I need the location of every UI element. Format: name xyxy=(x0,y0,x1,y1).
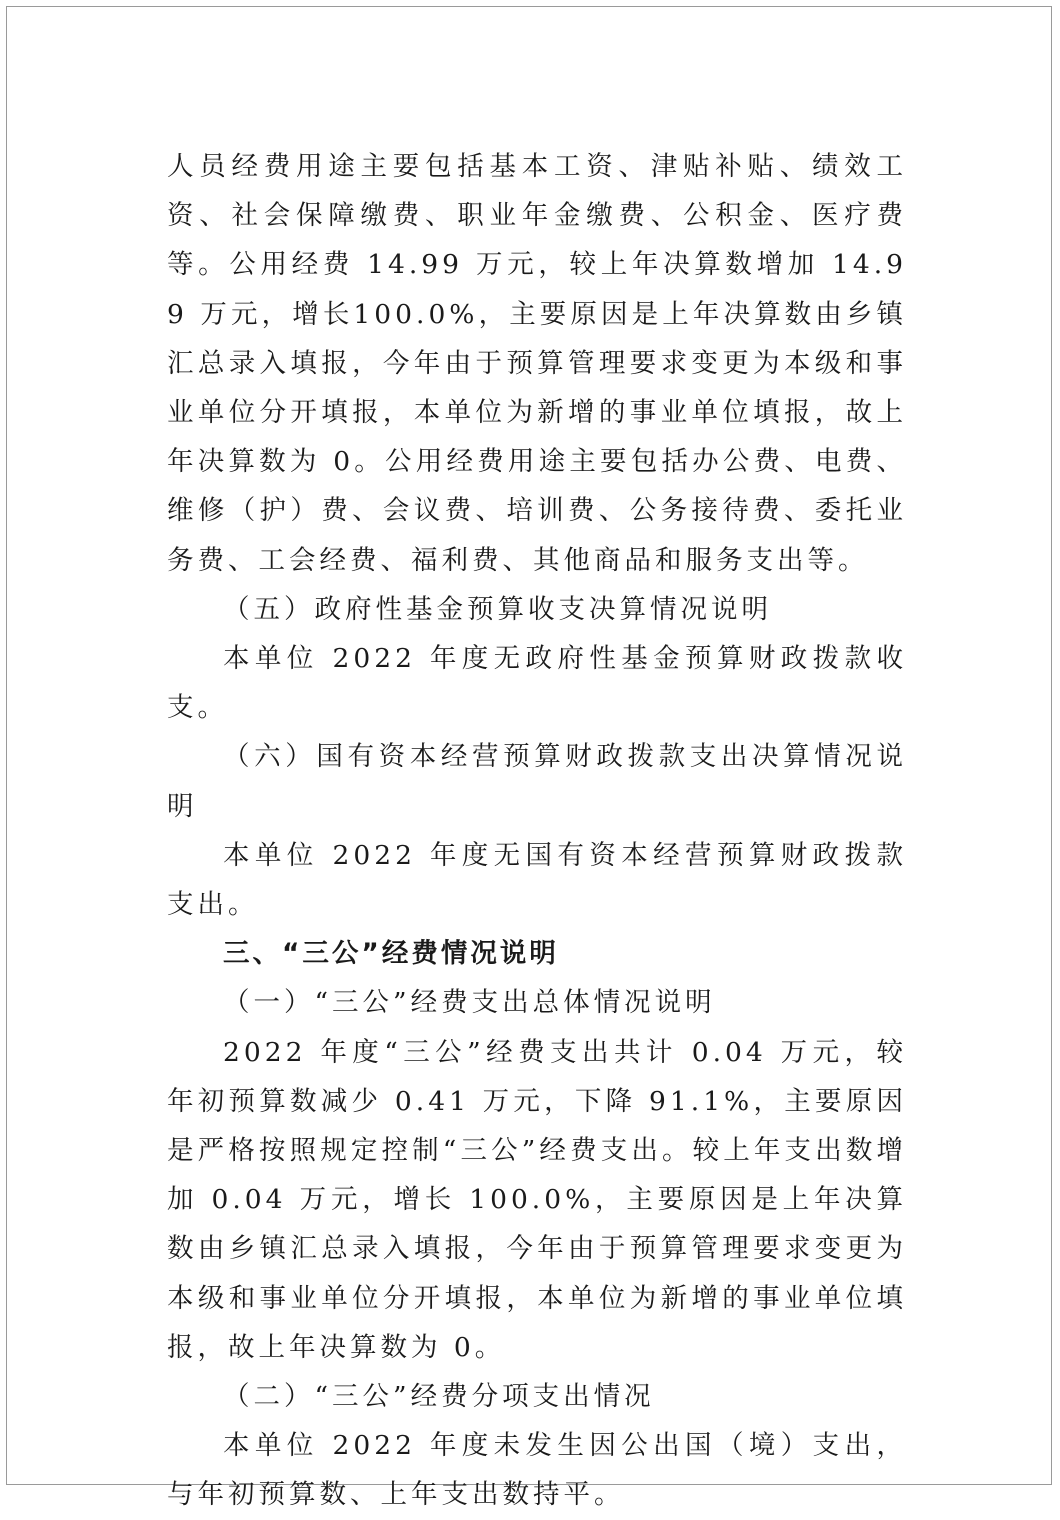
paragraph-government-fund-budget: 本单位 2022 年度无政府性基金预算财政拨款收支。 xyxy=(167,643,907,724)
paragraph-staff-and-public-expenses: 人员经费用途主要包括基本工资、津贴补贴、绩效工资、社会保障缴费、职业年金缴费、公积金、医疗费等。公用经费 14.99 万元，较上年决算数增加 14.99 万元，增长100.0%，主要原因是上年决算数由乡镇汇总录入填报，今年由于预算管理要求变更为本级和事业单位分开填报，本单位为新增的事业单位填报，故上年决算数为 0。公用经费用途主要包括办公费、电费、维修（护）费、会议费、培训费、公务接待费、委托业务费、工会经费、福利费、其他商品和服务支出等。 xyxy=(167,151,907,576)
subheading-government-fund-budget: （五）政府性基金预算收支决算情况说明 xyxy=(223,593,772,625)
paragraph-three-public-overall: 2022 年度“三公”经费支出共计 0.04 万元，较年初预算数减少 0.41 万元，下降 91.1%，主要原因是严格按照规定控制“三公”经费支出。较上年支出数增加 0.04 万元，增长 100.0%，主要原因是上年决算数由乡镇汇总录入填报，今年由于预算管理要求变更为本级和事业单位分开填报，本单位为新增的事业单位填报，故上年决算数为 0。 xyxy=(167,1036,907,1363)
subheading-state-capital-budget: （六）国有资本经营预算财政拨款支出决算情况说明 xyxy=(167,741,907,822)
paragraph-state-capital-budget: 本单位 2022 年度无国有资本经营预算财政拨款支出。 xyxy=(167,839,907,921)
paragraph-overseas-travel-expenses: 本单位 2022 年度未发生因公出国（境）支出，与年初预算数、上年支出数持平。 xyxy=(167,1430,907,1511)
document-body xyxy=(167,142,907,1520)
document-page xyxy=(6,6,1052,1511)
subheading-three-public-overall: （一）“三公”经费支出总体情况说明 xyxy=(223,987,716,1019)
subheading-three-public-itemized: （二）“三公”经费分项支出情况 xyxy=(223,1381,655,1413)
section-heading-three-public-expenses: 三、“三公”经费情况说明 xyxy=(223,938,559,970)
